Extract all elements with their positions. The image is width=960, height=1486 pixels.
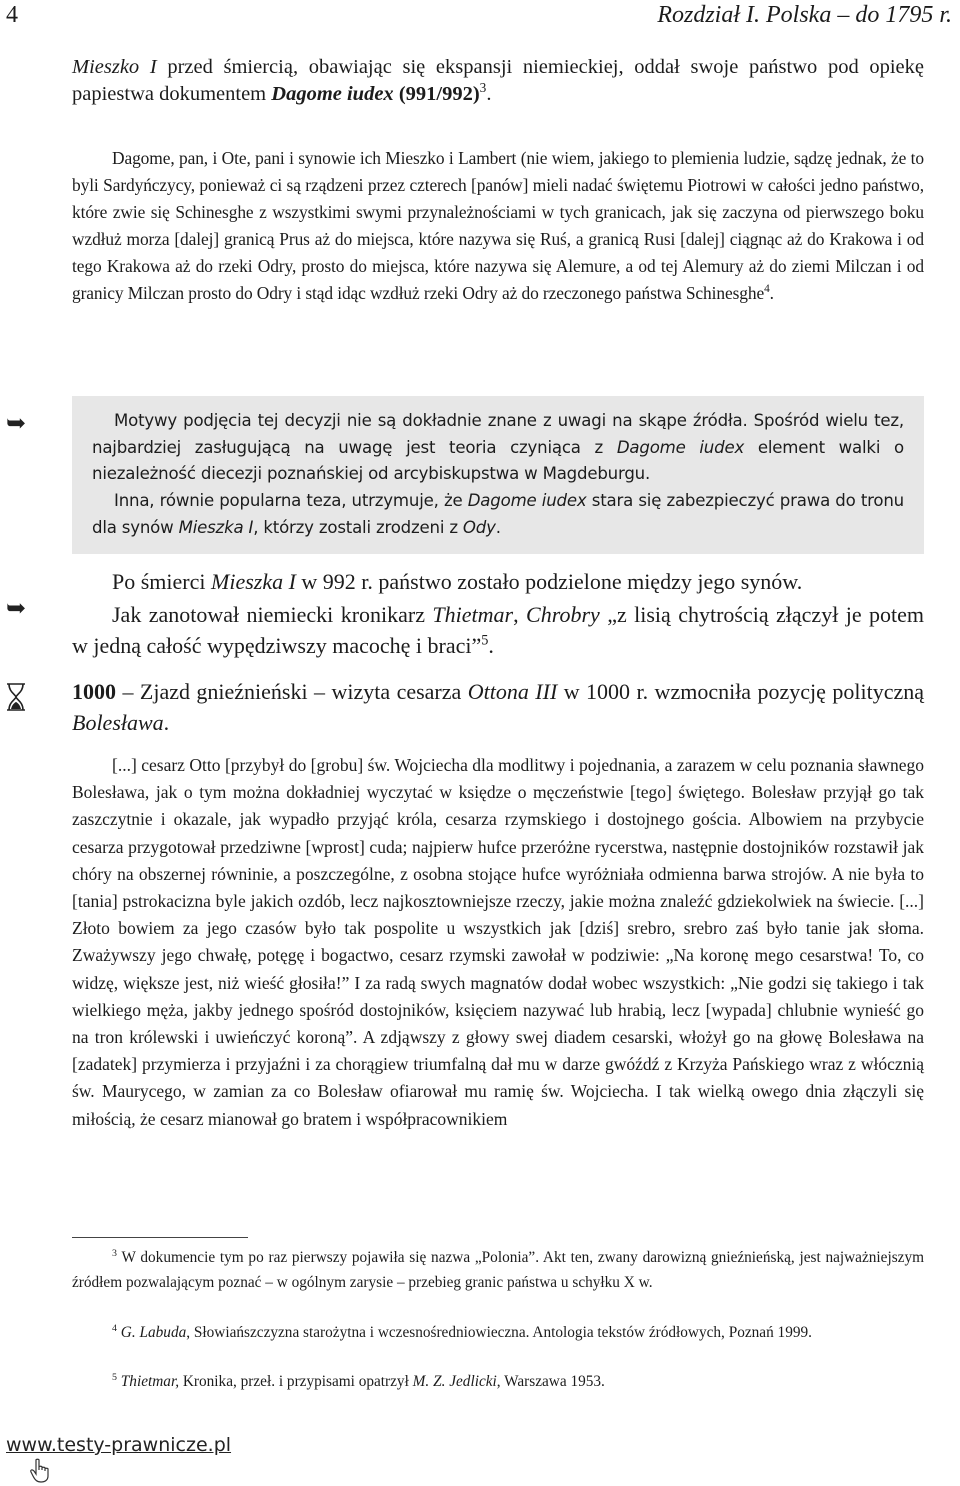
person-name: Bolesława [72,710,164,735]
page-number: 4 [6,2,18,28]
date-entry-1000 [72,676,924,738]
footnote-ref-5: 5 [481,632,489,649]
footnote-5 [72,1369,924,1394]
box-text: . [495,517,501,537]
footnote-4 [72,1320,924,1345]
footnote-ref-3: 3 [479,80,487,96]
succession-line [112,567,924,597]
person-name: Thietmar [432,602,514,627]
footnote-text: , Słowiańszczyzna starożytna i wczesnośredniowieczna. Antologia tekstów źródłowych, Poznań 1999. [186,1324,812,1341]
quote-text: Dagome, pan, i Ote, pani i synowie ich Mieszko i Lambert (nie wiem, jakiego to plemienia ludzie, sądzę jednak, że to byli Sardyńczycy, ponieważ ci są rządzeni przez czterech [panów] mieli nadać świętemu Piotrowi w całości jedno państwo, które zwie się Schinesghe z wszystkimi swymi przynależnościami w tych granicach, jak się zaczyna od pierwszego boku wzdłuż morza [dalej] granicą Prus aż do miejsca, które nazywa się Ruś, a granicą Rusi [dalej] ciągnąc aż do Krakowa i od tego Krakowa aż do rzeki Odry, prosto do miejsca, które nazywa się Alemure, a od tej Alemury aż do ziemi Milczan i od granicy Milczan prosto do Odry i stąd idąc wzdłuż rzeki Odry aż do rzeczonego państwa Schinesghe [72,148,924,303]
website-link[interactable]: www.testy-prawnicze.pl [6,1434,232,1456]
text: w 1000 r. wzmocniła pozycję polityczną [557,679,925,704]
text: Jak zanotował niemiecki kronikarz [112,602,433,627]
text: . [488,633,494,658]
footnote-divider [72,1237,248,1238]
footnote-editor: M. Z. Jedlicki [412,1373,497,1390]
commentary-paragraph-1 [92,408,904,488]
intro-document: Dagome iudex [271,83,394,105]
text: „z lisią chytrością złączył je potem w jedną całość wypędziwszy macochę i braci” [72,602,925,658]
intro-end: . [486,83,492,105]
box-document: Dagome iudex [467,491,587,510]
arrow-right-icon: ➥ [6,594,27,622]
footnote-3 [72,1245,924,1295]
person-name: Mieszka I [211,569,296,594]
commentary-paragraph-2 [92,488,904,541]
footnote-text: W dokumencie tym po raz pierwszy pojawiła się nazwa „Polonia”. Akt ten, zwany darowizną gnieźnieńską, jest najważniejszym źródłem pozwalającym poznać – w ogólnym zarysie – przebieg granic państwa u schyłku X w. [72,1249,924,1291]
source-quote-dagome [72,145,924,306]
box-document: Dagome iudex [616,437,745,457]
text: – Zjazd gnieźnieński – wizyta cesarza [116,679,468,704]
running-header: Rozdział I. Polska – do 1795 r. [657,2,952,28]
text: . [163,710,170,735]
gallus-chronicle-quote: [...] cesarz Otto [przybył do [grobu] św. Wojciecha dla modlitwy i pojednania, a zarazem w celu poznania sławnego Bolesława, jak o tym można dokładniej wyczytać w księdze o męczeństwie [tego] świętego. Bolesław przyjął go tak zaszczytnie i okazale, jak wypadło przyjąć króla, cesarza rzymskiego i dostojnego gościa. Albowiem na przybycie cesarza przygotował przedziwne [wprost] cuda; najpierw hufce przeróżne rycerstwa, następnie dostojników rozstawił jak chóry na obszernej równinie, a poszczególne, z osobna stojące hufce wyróżniała odmienna barwa strojów. A nie była to [tania] pstrokacizna byle jakich ozdób, lecz najkosztowniejsze rzeczy, jakie można znaleźć gdziekolwiek na świecie. [...] Złoto bowiem za jego czasów było tak pospolite u wszystkich jak [dziś] srebro, srebro zaś było tanie jak słoma. Zważywszy jego chwałę, potęgę i bogactwo, cesarz rzymski zawołał w podziwie: „Na koronę mego cesarstwa! To, co widzę, większe jest, niż wieść głosiła!” I za radą swych magnatów dodał wobec wszystkich: „Nie godzi się takiego i tak wielkiego męża, jakby jednego spośród dostojników, księciem nazywać lub hrabią, lecz [wypada] chlubnie wynieść go na tron królewski i uwieńczyć koroną”. A zdjąwszy z głowy swej diadem cesarski, włożył go na głowę Bolesława na [zadatek] przymierza i przyjaźni i za chorągiew triumfalną dał mu w darze gwóźdź z Krzyża Pańskiego wraz z włócznią św. Maurycego, w zamian za co Bolesław ofiarował mu ramię św. Wojciecha. I tak wielką owego dnia złączyli się miłością, że cesarz mianował go bratem i współpracownikiem [72,755,924,1129]
footnote-number: 4 [112,1322,117,1334]
footnote-number: 3 [112,1247,117,1259]
intro-date: (991/992) [393,83,480,105]
box-text: Motywy podjęcia tej decyzji nie są dokładnie znane z uwagi na skąpe źródła. Spośród wielu tez, najbardziej zasługującą na uwagę jest teoria czyniąca z [92,411,904,457]
footnote-text: , Warszawa 1953. [496,1373,605,1390]
box-text: element walki o niezależność diecezji poznańskiej od arcybiskupstwa w Magdeburgu. [92,437,904,484]
intro-paragraph [72,54,924,108]
text: Po śmierci [112,569,211,594]
intro-text: przed śmiercią, obawiając się ekspansji niemieckiej, oddał swoje państwo pod opiekę papiestwa dokumentem [72,56,924,105]
person-name: Chrobry [526,602,600,627]
text: , [513,602,527,627]
footnote-text: Kronika, przeł. i przypisami opatrzył [179,1373,413,1390]
pointing-hand-icon [30,1458,52,1484]
box-text: stara się zabezpieczyć prawa do tronu dla synów [92,491,905,537]
year: 1000 [72,679,116,704]
hourglass-icon [4,682,28,712]
footnote-number: 5 [112,1371,117,1383]
text: w 992 r. państwo zostało podzielone między jego synów. [295,569,803,594]
footnote-author: G. Labuda [120,1324,187,1341]
thietmar-paragraph [72,599,924,661]
intro-name: Mieszko I [72,56,157,78]
arrow-right-icon: ➥ [6,409,27,437]
quote-end: . [769,282,774,303]
footnote-ref-4: 4 [764,282,770,295]
footnote-author: Thietmar, [120,1373,180,1390]
box-name: Mieszka I [178,517,254,537]
box-text: Inna, równie popularna teza, utrzymuje, że [114,491,468,510]
box-name: Ody [462,517,496,537]
person-name: Ottona III [467,679,558,704]
box-text: , którzy zostali zrodzeni z [253,517,463,537]
